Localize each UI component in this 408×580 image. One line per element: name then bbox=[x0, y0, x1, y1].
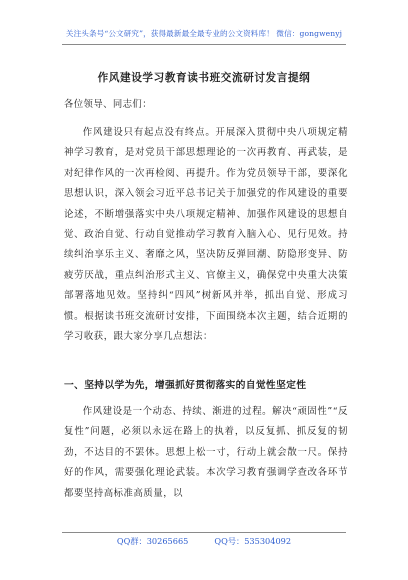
section-heading: 一、坚持以学为先，增强抓好贯彻落实的自觉性坚定性 bbox=[64, 380, 307, 391]
footer-divider bbox=[62, 532, 346, 533]
section-paragraph: 作风建设是一个动态、持续、渐进的过程。解决“顽固性”“反复性”问题，必须以永远在路上的执着，以反复抓、抓反复的韧劲，不达目的不罢休。思想上松一寸，行动上就会散一尺。保持好的作风，需要强化理论武装。本次学习教育强调学查改各环节都要坚持高标准高质量，以 bbox=[64, 406, 348, 499]
footer-qq-number: QQ号：535304092 bbox=[214, 536, 292, 546]
salutation: 各位领导、同志们： bbox=[64, 99, 152, 110]
header-divider bbox=[62, 44, 346, 45]
header-banner: 关注头条号“公文研究”，获得最新最全最专业的公文资料库！ 微信：gongwenyj bbox=[65, 29, 343, 38]
footer-contacts bbox=[0, 536, 408, 547]
body-paragraph: 作风建设只有起点没有终点。开展深入贯彻中央八项规定精神学习教育，是对党员干部思想理论的一次再教育、再武装，是对纪律作风的一次再检阅、再提升。作为党员领导干部，要深化思想认识，深入领会习近平总书记关于加强党的作风建设的重要论述，不断增强落实中央八项规定精神、加强作风建设的思想自觉、政治自觉、行动自觉推动学习教育入脑入心、见行见效。持续纠治享乐主义、奢靡之风，坚决防反弹回潮、防隐形变异、防疲劳厌战，重点纠治形式主义、官僚主义，确保党中央重大决策部署落地见效。坚持纠“四风”树新风并举，抓出自觉、形成习惯。根据读书班交流研讨安排，下面围绕本次主题，结合近期的学习收获，跟大家分享几点想法： bbox=[64, 127, 348, 343]
footer-qq-group: QQ群：30265665 bbox=[116, 536, 189, 546]
document-title: 作风建设学习教育读书班交流研讨发言提纲 bbox=[97, 72, 311, 84]
